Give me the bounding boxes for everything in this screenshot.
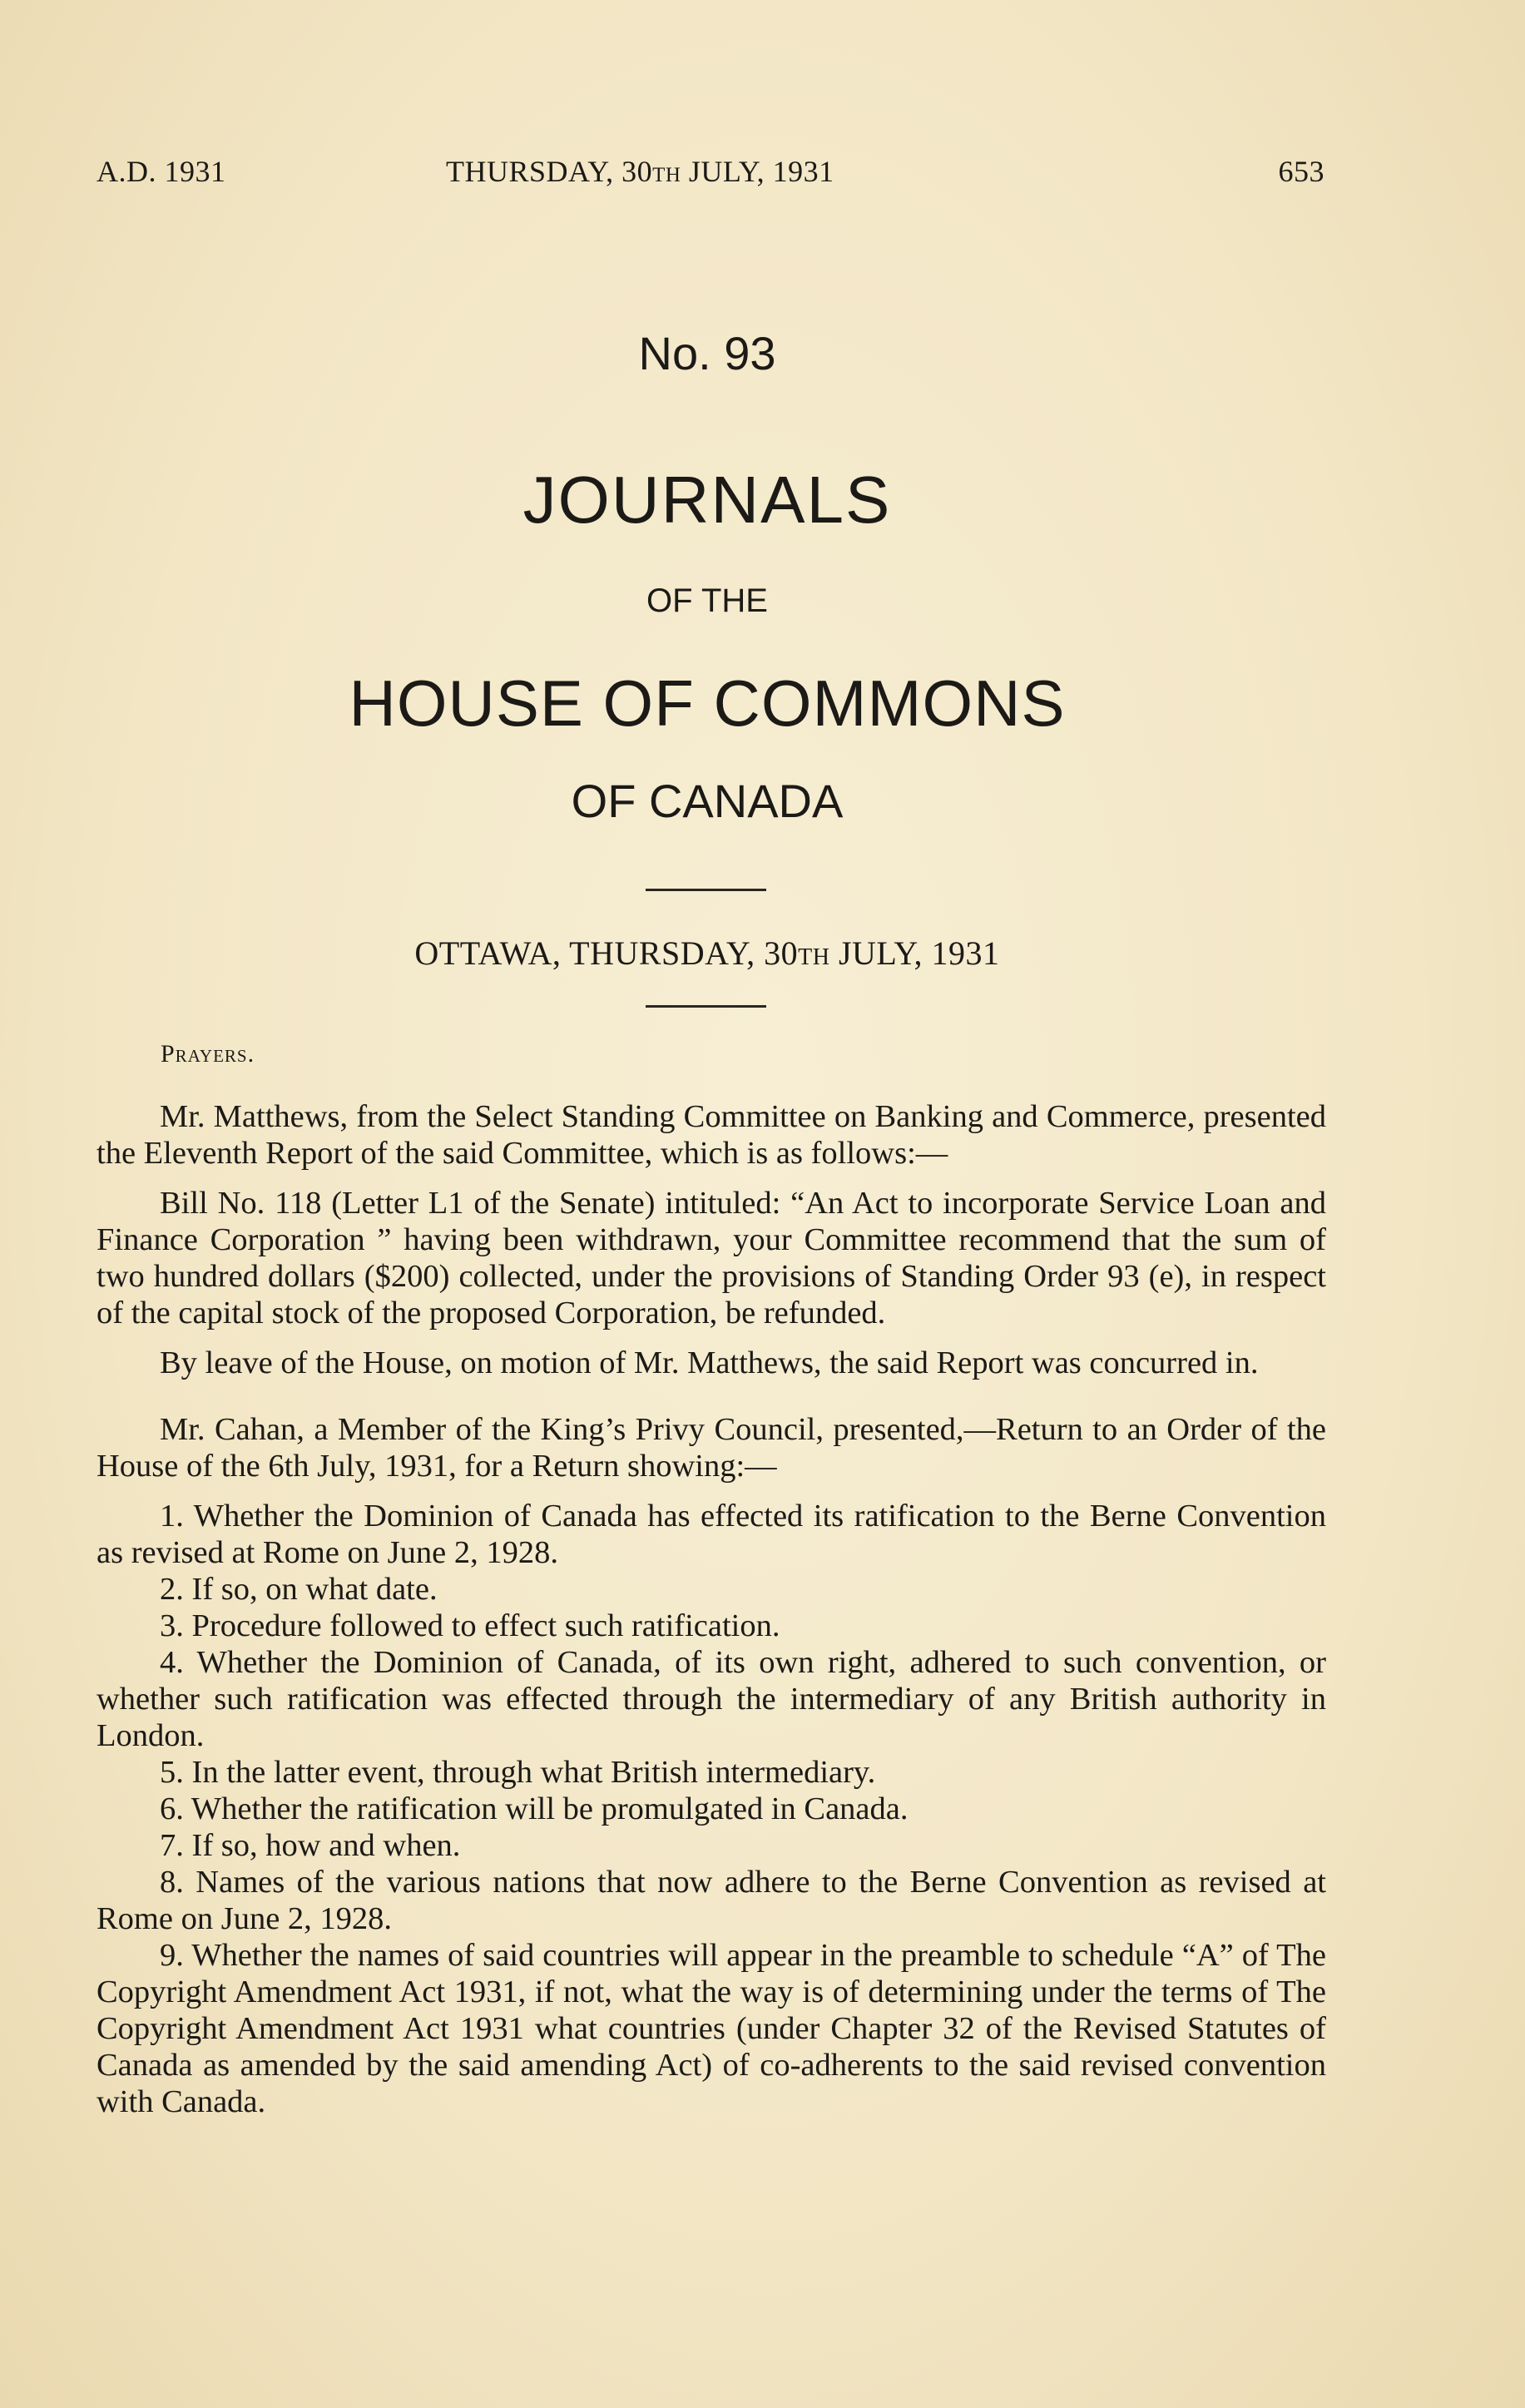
paragraph-bill-118: Bill No. 118 (Letter L1 of the Senate) intituled: “An Act to incorporate Service Loan and Finance Corporation ” having been withdrawn, your Committee recommend that the sum of two hundred dollars ($200) collected, under the provisions of Standing Order 93 (e), in respect of the capital stock of the proposed Corporation, be refunded. xyxy=(97,1186,1326,1330)
list-item-5: 5. In the latter event, through what British intermediary. xyxy=(160,1755,876,1790)
header-date-suffix: JULY, 1931 xyxy=(681,155,834,188)
paragraph-cahan-return: Mr. Cahan, a Member of the King’s Privy Council, presented,—Return to an Order of the House of the 6th July, 1931, for a Return showing:— xyxy=(97,1412,1326,1484)
list-item-3: 3. Procedure followed to effect such ratification. xyxy=(160,1608,780,1643)
title-of-canada: OF CANADA xyxy=(571,775,844,827)
header-year: A.D. 1931 xyxy=(97,155,226,188)
issue-number: No. 93 xyxy=(638,327,776,379)
list-item-8: 8. Names of the various nations that now adhere to the Berne Convention as revised at Rome on June 2, 1928. xyxy=(97,1865,1326,1936)
list-item-7: 7. If so, how and when. xyxy=(160,1828,461,1863)
dateline xyxy=(0,934,1414,973)
dateline-ordinal: th xyxy=(798,934,830,972)
header-date-prefix: THURSDAY, 30 xyxy=(446,155,653,188)
divider-rule-bottom xyxy=(646,1005,766,1008)
title-journals: JOURNALS xyxy=(522,463,892,537)
divider-rule-top xyxy=(646,889,766,891)
paragraph-matthews-report: Mr. Matthews, from the Select Standing Committee on Banking and Commerce, presented the Eleventh Report of the said Committee, which is as follows:— xyxy=(97,1099,1326,1171)
list-item-6: 6. Whether the ratification will be promulgated in Canada. xyxy=(160,1791,909,1826)
header-date xyxy=(446,154,834,189)
prayers-heading: Prayers. xyxy=(161,1040,255,1068)
list-item-2: 2. If so, on what date. xyxy=(160,1572,438,1607)
list-item-4: 4. Whether the Dominion of Canada, of its own right, adhered to such convention, or whether such ratification was effected through the intermediary of any British authority in London. xyxy=(97,1645,1326,1753)
page-number: 653 xyxy=(1278,155,1324,188)
running-head xyxy=(97,154,1324,204)
dateline-suffix: JULY, 1931 xyxy=(829,934,1000,972)
title-of-the: OF THE xyxy=(646,582,768,619)
header-date-ordinal: th xyxy=(652,155,681,188)
journal-body xyxy=(97,1098,1326,2120)
list-item-1: 1. Whether the Dominion of Canada has effected its ratification to the Berne Convention as revised at Rome on June 2, 1928. xyxy=(97,1499,1326,1570)
list-item-9: 9. Whether the names of said countries will appear in the preamble to schedule “A” of The Copyright Amendment Act 1931, if not, what the way is of determining under the terms of The Copyright Amendment Act 1931 what countries (under Chapter 32 of the Revised Statutes of Canada as amended by the said amending Act) of co-adherents to the said revised convention with Canada. xyxy=(97,1938,1326,2119)
paragraph-report-concurred: By leave of the House, on motion of Mr. Matthews, the said Report was concurred in. xyxy=(160,1345,1259,1380)
title-house-of-commons: HOUSE OF COMMONS xyxy=(349,666,1066,740)
dateline-prefix: OTTAWA, THURSDAY, 30 xyxy=(414,934,799,972)
